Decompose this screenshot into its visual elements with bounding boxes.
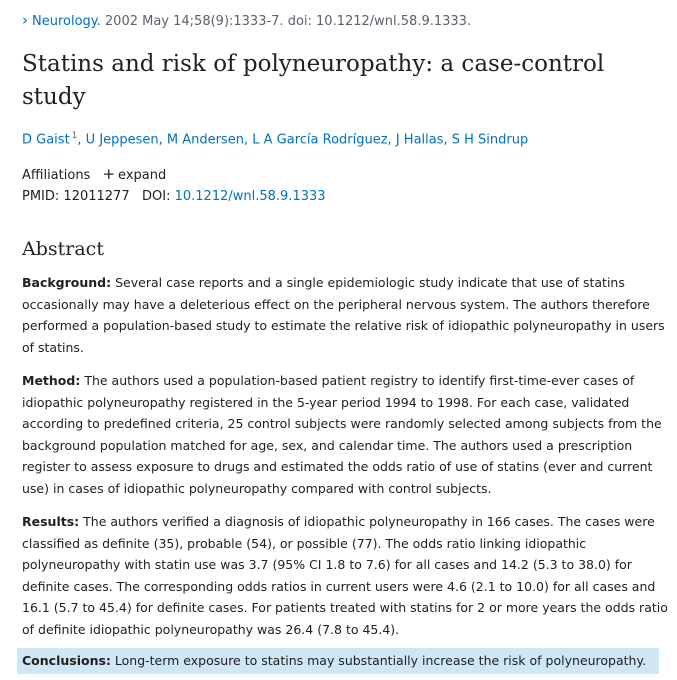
conclusions-text: Long-term exposure to statins may substantially increase the risk of polyneuropathy. — [114, 653, 647, 668]
doi-label: DOI: — [142, 189, 171, 204]
affiliations-row — [22, 165, 166, 183]
affiliations-label: Affiliations — [22, 168, 91, 183]
doi-link[interactable]: 10.1212/wnl.58.9.1333 — [174, 189, 326, 204]
abstract-heading: Abstract — [22, 238, 104, 260]
pmid-value: 12011277 — [63, 189, 130, 204]
abstract-background — [22, 272, 672, 358]
author-first[interactable]: D Gaist — [22, 132, 70, 148]
pmid-label: PMID: — [22, 189, 60, 204]
plus-icon: + — [102, 165, 116, 183]
citation-details: 2002 May 14;58(9):1333-7. doi: 10.1212/wnl.58.9.1333. — [104, 14, 472, 29]
article-title: Statins and risk of polyneuropathy: a case-control study — [22, 51, 605, 110]
citation-line — [22, 11, 471, 29]
identifiers-row — [22, 189, 326, 204]
abstract-conclusions — [17, 648, 659, 674]
journal-link[interactable]: Neurology. — [32, 14, 101, 29]
background-text: Several case reports and a single epidemiologic study indicate that use of statins occasionally may have a deleterious effect on the peripheral nervous system. The authors therefore performed a population-based study to estimate the relative risk of idiopathic polyneuropathy in users of statins. — [22, 275, 665, 355]
abstract-method — [22, 370, 672, 500]
conclusions-label: Conclusions: — [22, 653, 111, 668]
method-text: The authors used a population-based patient registry to identify first-time-ever cases of idiopathic polyneuropathy registered in the 5-year period 1994 to 1998. For each case, validated according to predefined criteria, 25 control subjects were randomly selected among subjects from the background population matched for age, sex, and calendar time. The authors used a prescription register to assess exposure to drugs and estimated the odds ratio of use of statins (ever and current use) in cases of idiopathic polyneuropathy compared with control subjects. — [22, 373, 662, 496]
expand-affiliations-button[interactable] — [94, 165, 167, 183]
chevron-right-icon: › — [22, 11, 28, 29]
method-label: Method: — [22, 373, 81, 388]
author-rest[interactable]: , U Jeppesen, M Andersen, L A García Rodríguez, J Hallas, S H Sindrup — [77, 132, 529, 148]
author-list — [22, 131, 528, 147]
results-text: The authors verified a diagnosis of idiopathic polyneuropathy in 166 cases. The cases were classified as definite (35), probable (54), or possible (77). The odds ratio linking idiopathic polyneuropathy with statin use was 3.7 (95% CI 1.8 to 7.6) for all cases and 14.2 (5.3 to 38.0) for definite cases. The corresponding odds ratios in current users were 4.6 (2.1 to 10.0) for all cases and 16.1 (5.7 to 45.4) for definite cases. For patients treated with statins for 2 or more years the odds ratio of definite idiopathic polyneuropathy was 26.4 (7.8 to 45.4). — [22, 514, 668, 637]
expand-label: expand — [118, 168, 167, 183]
background-label: Background: — [22, 275, 112, 290]
affiliation-ref[interactable]: 1 — [71, 131, 78, 141]
abstract-results — [22, 511, 672, 641]
results-label: Results: — [22, 514, 80, 529]
